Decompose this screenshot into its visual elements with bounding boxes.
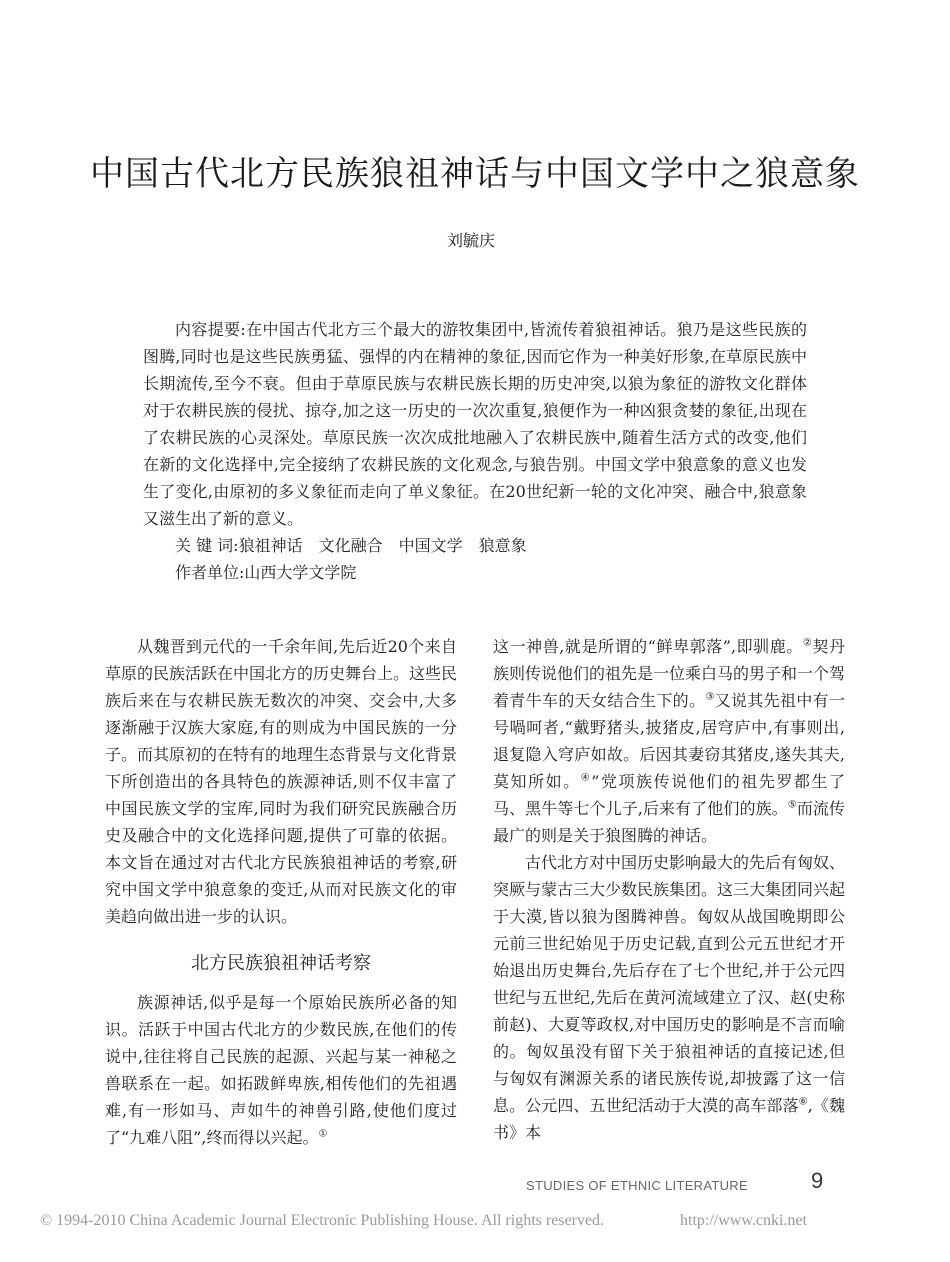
paragraph-text: 古代北方对中国历史影响最大的先后有匈奴、突厥与蒙古三大少数民族集团。这三大集团同兴起于大漠,皆以狼为图腾神兽。匈奴从战国晚期即公元前三世纪始见于历史记载,直到公元五世纪才开始退出历史舞台,先后存在了七个世纪,并于公元四世纪与五世纪,先后在黄河流域建立了汉、赵(史称前赵)、大夏等政权,对中国历史的影响是不言而喻的。匈奴虽没有留下关于狼祖神话的直接记述,但与匈奴有渊源关系的诸民族传说,却披露了这一信息。公元四、五世纪活动于大漠的高车部落 <box>493 853 846 1115</box>
footnote-marker[interactable]: ③ <box>705 691 715 703</box>
section-heading: 北方民族狼祖神话考察 <box>191 953 371 974</box>
paragraph-text: 这一神兽,就是所谓的“鲜卑郭落”,即驯鹿。 <box>493 637 803 656</box>
keyword: 文化融合 <box>318 536 383 555</box>
publisher-url[interactable]: http://www.cnki.net <box>680 1212 807 1229</box>
footnote-marker[interactable]: ⑤ <box>787 799 797 811</box>
paragraph-text: 族源神话,似乎是每一个原始民族所必备的知识。活跃于中国古代北方的少数民族,在他们的传说中,往往将自己民族的起源、兴起与某一神秘之兽联系在一起。如拓跋鲜卑族,相传他们的先祖遇难,有一形如马、声如牛的神兽引路,使他们度过了“九难八阻”,终而得以兴起。 <box>105 993 457 1147</box>
footnote-marker[interactable]: ② <box>802 637 813 649</box>
abstract-text: 在中国古代北方三个最大的游牧集团中,皆流传着狼祖神话。狼乃是这些民族的图腾,同时也是这些民族勇猛、强悍的内在精神的象征,因而它作为一种美好形象,在草原民族中长期流传,至今不衰。但由于草原民族与农耕民族长期的历史冲突,以狼为象征的游牧文化群体对于农耕民族的侵扰、掠夺,加之这一历史的一次次重复,狼便作为一种凶狠贪婪的象征,出现在了农耕民族的心灵深处。草原民族一次次成批地融入了农耕民族中,随着生活方式的改变,他们在新的文化选择中,完全接纳了农耕民族的文化观念,与狼告别。中国文学中狼意象的意义也发生了变化,由原初的多义象征而走向了单义象征。在20世纪新一轮的文化冲突、融合中,狼意象又滋生出了新的意义。 <box>143 320 807 528</box>
body-paragraph-continued <box>493 633 845 849</box>
intro-paragraph: 从魏晋到元代的一千余年间,先后近20个来自草原的民族活跃在中国北方的历史舞台上。这些民族后来在与农耕民族无数次的冲突、交会中,大多逐渐融于汉族大家庭,有的则成为中国民族的一分子。而其原初的在特有的地理生态背景与文化背景下所创造出的各具特色的族源神话,则不仅丰富了中国民族文学的宝库,同时为我们研究民族融合历史及融合中的文化选择问题,提供了可靠的依据。本文旨在通过对古代北方民族狼祖神话的考察,研究中国文学中狼意象的变迁,从而对民族文化的审美趋向做出进一步的认识。 <box>105 637 458 926</box>
journal-name: STUDIES OF ETHNIC LITERATURE <box>526 1178 748 1193</box>
footnote-marker[interactable]: ④ <box>580 772 592 784</box>
paragraph-text: 又说其先祖中有一号喎呵者,“戴野猪头,披猪皮,居穹庐中,有事则出,退复隐入穹庐如故。后因其妻窃其猪皮,遂失其夫,莫知所如。 <box>493 691 845 791</box>
article-title: 中国古代北方民族狼祖神话与中国文学中之狼意象 <box>90 154 860 194</box>
footnote-marker[interactable]: ① <box>318 1128 328 1140</box>
keywords-line <box>143 532 807 559</box>
abstract-block <box>143 316 807 586</box>
abstract-paragraph <box>143 316 807 532</box>
footnote-marker[interactable]: ⑥ <box>798 1096 808 1108</box>
affiliation-label: 作者单位: <box>175 563 245 582</box>
page-number: 9 <box>811 1168 824 1193</box>
affiliation-line <box>143 559 807 586</box>
abstract-label: 内容提要: <box>175 320 246 339</box>
body-paragraph <box>105 989 457 1151</box>
keyword: 中国文学 <box>398 536 463 555</box>
body-paragraph <box>493 849 845 1146</box>
paragraph-text: ,《魏书》本 <box>493 1096 845 1142</box>
paragraph-text: 而流传最广的则是关于狼图腾的神话。 <box>493 799 845 845</box>
affiliation-text: 山西大学文学院 <box>244 563 357 582</box>
keyword: 狼祖神话 <box>238 536 303 555</box>
keywords-label: 关 键 词: <box>175 536 239 555</box>
paragraph-text: 契丹族则传说他们的祖先是一位乘白马的男子和一个驾着青牛车的天女结合生下的。 <box>493 637 846 710</box>
article-author: 刘毓庆 <box>446 231 495 250</box>
body-column-left <box>105 633 457 1151</box>
keyword: 狼意象 <box>478 536 527 555</box>
copyright-notice: © 1994-2010 China Academic Journal Electronic Publishing House. All rights reserved. <box>40 1212 605 1229</box>
paragraph-text: ”党项族传说他们的祖先罗都生了马、黑牛等七个儿子,后来有了他们的族。 <box>493 772 845 818</box>
body-column-right <box>493 633 845 1146</box>
